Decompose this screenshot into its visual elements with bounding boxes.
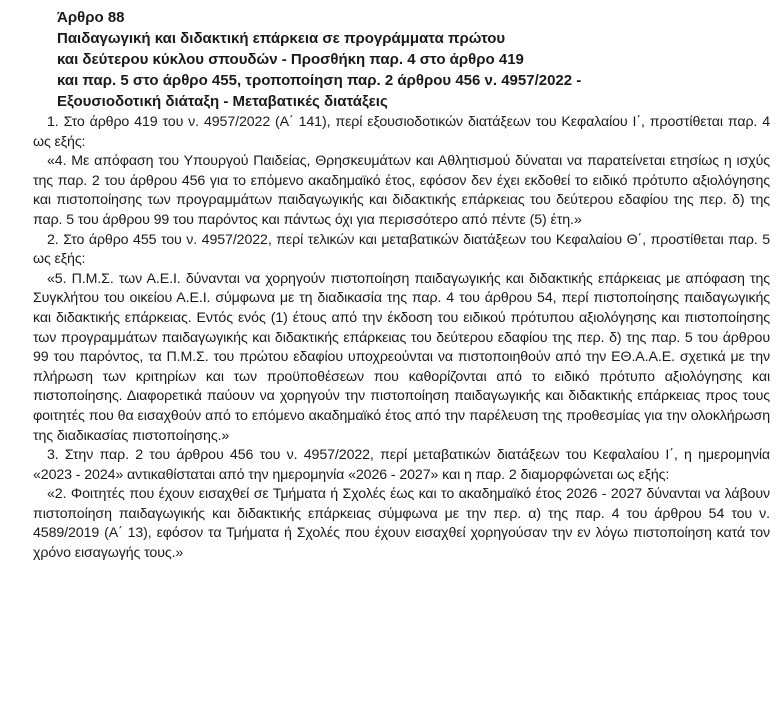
paragraph-2-quote: «5. Π.Μ.Σ. των Α.Ε.Ι. δύνανται να χορηγούν πιστοποίηση παιδαγωγικής και διδακτικής επάρκειας με απόφαση της Συγκλήτου του οικείου Α.Ε.Ι. σύμφωνα με τη διαδικασία της παρ. 4 του άρθρου 54, περί πιστοποίησης παιδαγωγικής και διδακτικής επάρκειας. Εντός ενός (1) έτους από την έκδοση του ειδικού πρότυπου αξιολόγησης και πιστοποίησης των προγραμμάτων παιδαγωγικής και διδακτικής επάρκειας του δεύτερου εδαφίου της περ. δ) της παρ. 5 του άρθρου 99 του παρόντος, τα Π.Μ.Σ. του πρώτου εδαφίου υποχρεούνται να πιστοποιηθούν από την ΕΘ.Α.Α.Ε. σχετικά με την πλήρωση των κριτηρίων και των προϋποθέσεων που καθορίζονται από το ειδικό πρότυπο αξιολόγησης και πιστοποίησης. Διαφορετικά παύουν να χορηγούν την πιστοποίηση παιδαγωγικής και διδακτικής επάρκειας προς τους φοιτητές που θα εισαχθούν από το επόμενο ακαδημαϊκό έτος από την παρέλευση της προθεσμίας για την ολοκλήρωση της διαδικασίας πιστοποίησης.» xyxy=(33,270,770,444)
paragraph-1-quote: «4. Με απόφαση του Υπουργού Παιδείας, Θρησκευμάτων και Αθλητισμού δύναται να παρατείνεται ετησίως η ισχύς της παρ. 2 του άρθρου 456 για το επόμενο ακαδημαϊκό έτος, εφόσον δεν έχει εκδοθεί το ειδικό πρότυπο αξιολόγησης και πιστοποίησης των προγραμμάτων παιδαγωγικής και διδακτικής επάρκειας του δεύτερου εδαφίου της περ. δ) της παρ. 5 του άρθρου 99 του παρόντος και πάντως όχι για περισσότερο από πέντε (5) έτη.» xyxy=(33,153,770,228)
paragraph-3-quote: «2. Φοιτητές που έχουν εισαχθεί σε Τμήματα ή Σχολές έως και το ακαδημαϊκό έτος 2026 - 2027 δύνανται να λάβουν πιστοποίηση παιδαγωγικής και διδακτικής επάρκειας σύμφωνα με την περ. α) της παρ. 4 του άρθρου 54 του ν. 4589/2019 (Α΄ 13), εφόσον τα Τμήματα ή Σχολές που έχουν εισαχθεί χορηγούσαν την εν λόγω πιστοποίηση κατά τον χρόνο εισαγωγής τους.» xyxy=(33,486,770,562)
article-number: Άρθρο 88 xyxy=(57,9,125,26)
article-heading xyxy=(33,7,770,112)
article-title-line-1: Παιδαγωγική και διδακτική επάρκεια σε προγράμματα πρώτου xyxy=(57,30,506,47)
article-title-line-4: Εξουσιοδοτική διάταξη - Μεταβατικές διατάξεις xyxy=(57,93,388,110)
article-title-line-3: και παρ. 5 στο άρθρο 455, τροποποίηση παρ. 2 άρθρου 456 ν. 4957/2022 - xyxy=(57,72,582,89)
paragraph-3-intro: 3. Στην παρ. 2 του άρθρου 456 του ν. 4957/2022, περί μεταβατικών διατάξεων του Κεφαλαίου Ι΄, η ημερομηνία «2023 - 2024» αντικαθίσταται από την ημερομηνία «2026 - 2027» και η παρ. 2 διαμορφώνεται ως εξής: xyxy=(33,447,770,483)
paragraph-1-intro: 1. Στο άρθρο 419 του ν. 4957/2022 (Α΄ 141), περί εξουσιοδοτικών διατάξεων του Κεφαλαίου Ι΄, προστίθεται παρ. 4 ως εξής: xyxy=(33,114,770,150)
paragraph-2-intro: 2. Στο άρθρο 455 του ν. 4957/2022, περί τελικών και μεταβατικών διατάξεων του Κεφαλαίου Θ΄, προστίθεται παρ. 5 ως εξής: xyxy=(33,231,770,268)
article-title-line-2: και δεύτερου κύκλου σπουδών - Προσθήκη παρ. 4 στο άρθρο 419 xyxy=(57,51,524,68)
